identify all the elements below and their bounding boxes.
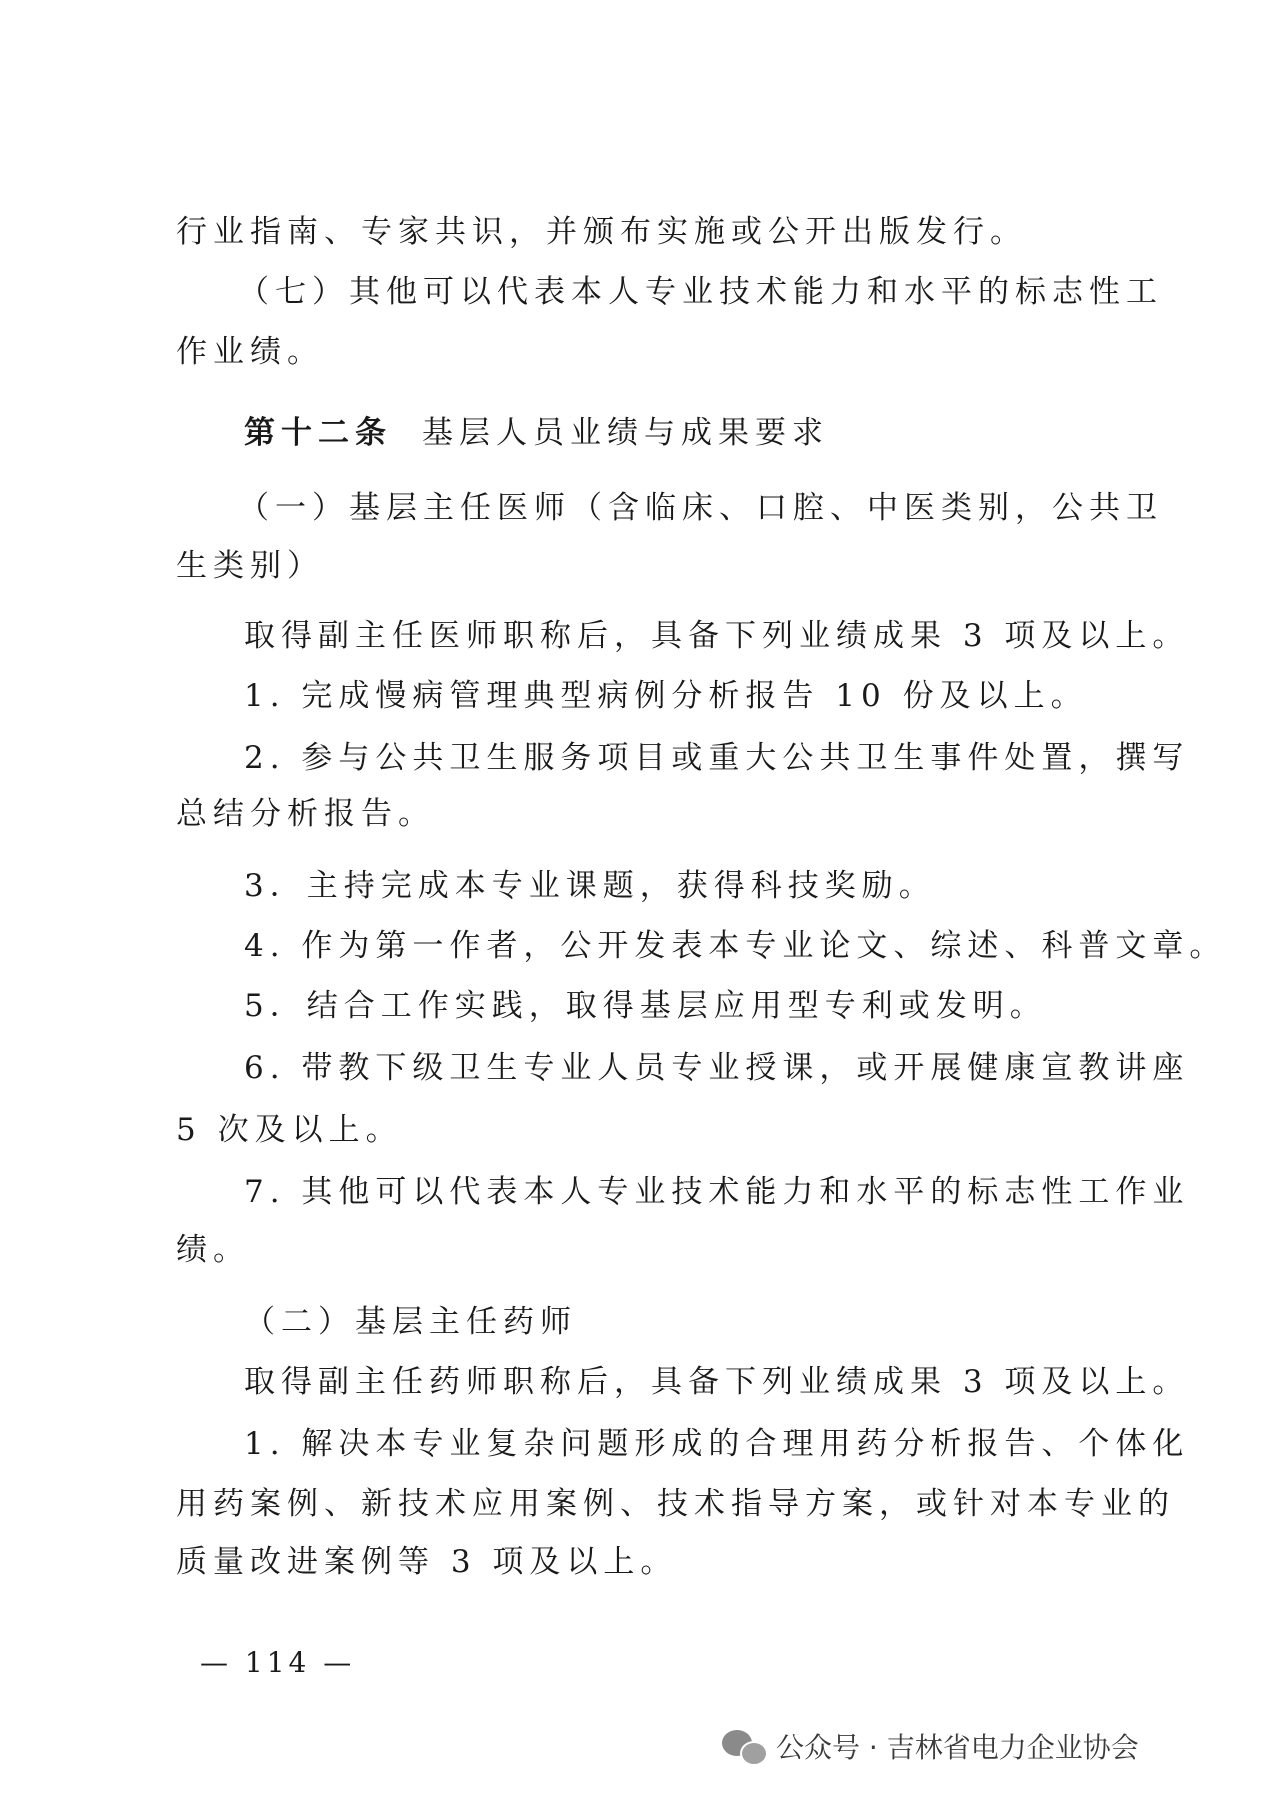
body-line: 作业绩。 [176,334,324,370]
body-line: 6. 带教下级卫生专业人员专业授课，或开展健康宣教讲座 [244,1050,1190,1086]
body-line: 质量改进案例等 3 项及以上。 [176,1544,678,1580]
page-number: — 114 — [200,1646,356,1679]
article-heading: 第十二条 [244,415,392,451]
body-line: 取得副主任药师职称后，具备下列业绩成果 3 项及以上。 [244,1364,1190,1400]
body-line: 行业指南、专家共识，并颁布实施或公开出版发行。 [176,214,1027,250]
body-line: 总结分析报告。 [176,796,435,832]
body-line: 1. 解决本专业复杂问题形成的合理用药分析报告、个体化 [244,1426,1190,1462]
body-line: 生类别） [176,548,324,584]
section-heading: （二）基层主任药师 [244,1304,577,1340]
body-line: 5．结合工作实践，取得基层应用型专利或发明。 [244,988,1047,1024]
body-line: 绩。 [176,1232,250,1268]
body-line: （七）其他可以代表本人专业技术能力和水平的标志性工 [238,274,1163,310]
body-line: 7. 其他可以代表本人专业技术能力和水平的标志性工作业 [244,1174,1190,1210]
body-line: 3．主持完成本专业课题，获得科技奖励。 [244,868,936,904]
watermark-text: 公众号 · 吉林省电力企业协会 [776,1731,1139,1764]
body-line: 2. 参与公共卫生服务项目或重大公共卫生事件处置，撰写 [244,740,1190,776]
body-line: 5 次及以上。 [176,1112,403,1148]
body-line: 1. 完成慢病管理典型病例分析报告 10 份及以上。 [244,678,1088,714]
watermark [722,1724,1139,1768]
body-line: （一）基层主任医师（含临床、口腔、中医类别，公共卫 [238,490,1163,526]
wechat-icon [722,1728,768,1764]
body-line: 取得副主任医师职称后，具备下列业绩成果 3 项及以上。 [244,618,1190,654]
body-line: 用药案例、新技术应用案例、技术指导方案，或针对本专业的 [176,1486,1175,1522]
article-heading-title: 基层人员业绩与成果要求 [422,415,829,451]
body-line: 4. 作为第一作者，公开发表本专业论文、综述、科普文章。 [244,928,1227,964]
